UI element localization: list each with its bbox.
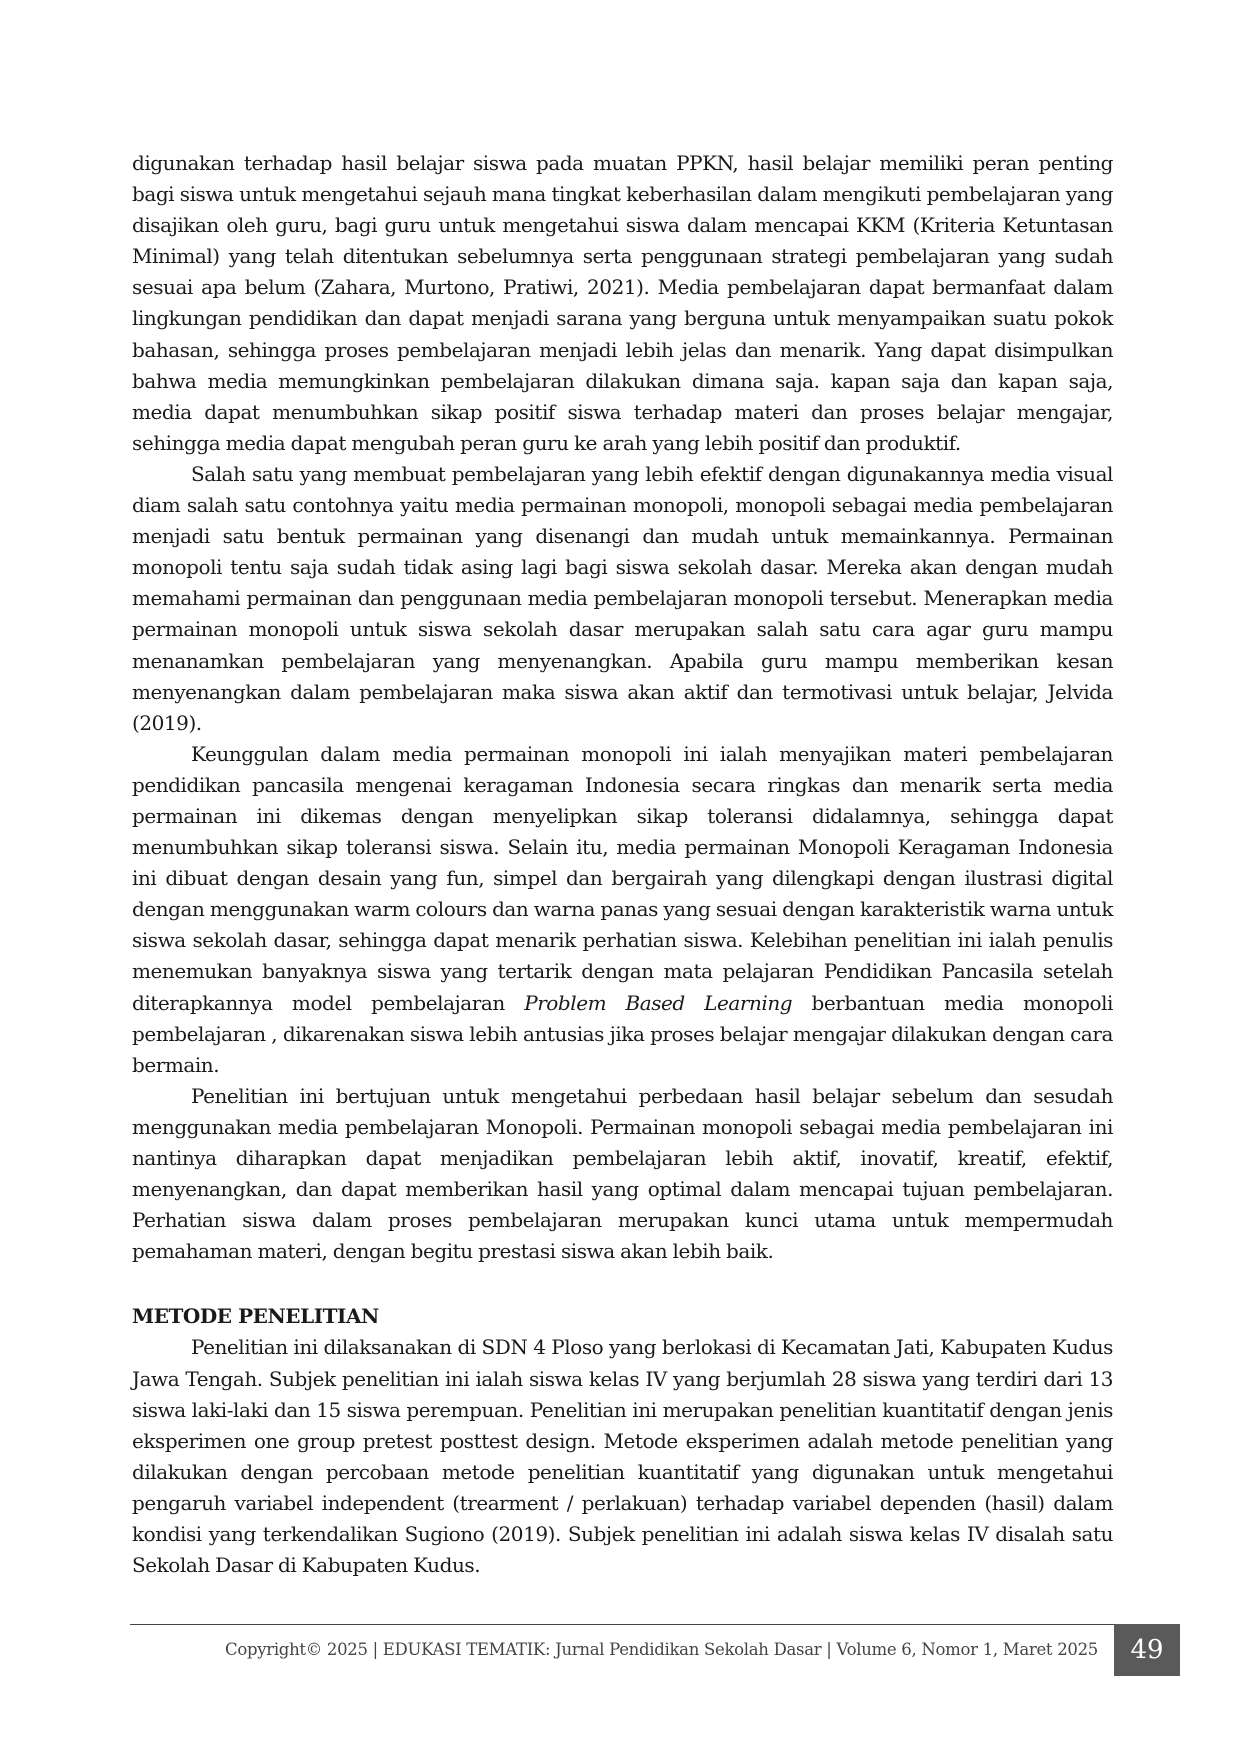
section-heading-metode: METODE PENELITIAN	[132, 1304, 379, 1329]
footer-copyright: Copyright© 2025 | EDUKASI TEMATIK: Jurnal Pendidikan Sekolah Dasar | Volume 6, Nomor 1, Maret 2025	[225, 1640, 1098, 1659]
paragraph-keunggulan	[132, 739, 1113, 1081]
paragraph-keunggulan-text-b: berbantuan media monopoli pembelajaran , dikarenakan siswa lebih antusias jika proses belajar mengajar dilakukan dengan cara bermain.	[132, 990, 1114, 1077]
footer-divider	[130, 1624, 1114, 1625]
article-body	[132, 148, 1113, 1581]
paragraph-monopoli-media: Salah satu yang membuat pembelajaran yang lebih efektif dengan digunakannya media visual diam salah satu contohnya yaitu media permainan monopoli, monopoli sebagai media pembelajaran menjadi satu bentuk permainan yang disenangi dan mudah untuk memainkannya. Permainan monopoli tentu saja sudah tidak asing lagi bagi siswa sekolah dasar. Mereka akan dengan mudah memahami permainan dan penggunaan media pembelajaran monopoli tersebut. Menerapkan media permainan monopoli untuk siswa sekolah dasar merupakan salah satu cara agar guru mampu menanamkan pembelajaran yang menyenangkan. Apabila guru mampu memberikan kesan menyenangkan dalam pembelajaran maka siswa akan aktif dan termotivasi untuk belajar, Jelvida (2019).	[132, 461, 1113, 735]
paragraph-metode: Penelitian ini dilaksanakan di SDN 4 Ploso yang berlokasi di Kecamatan Jati, Kabupaten Kudus Jawa Tengah. Subjek penelitian ini ialah siswa kelas IV yang berjumlah 28 siswa yang terdiri dari 13 siswa laki-laki dan 15 siswa perempuan. Penelitian ini merupakan penelitian kuantitatif dengan jenis eksperimen one group pretest posttest design. Metode eksperimen adalah metode penelitian yang dilakukan dengan percobaan metode penelitian kuantitatif yang digunakan untuk mengetahui pengaruh variabel independent (trearment / perlakuan) terhadap variabel dependen (hasil) dalam kondisi yang terkendalikan Sugiono (2019). Subjek penelitian ini adalah siswa kelas IV disalah satu Sekolah Dasar di Kabupaten Kudus.	[132, 1335, 1113, 1578]
italic-term-pbl: Problem Based Learning	[524, 990, 793, 1015]
page-number-badge: 49	[1114, 1624, 1180, 1676]
paragraph-keunggulan-text-a: Keunggulan dalam media permainan monopoli ini ialah menyajikan materi pembelajaran pendidikan pancasila mengenai keragaman Indonesia secara ringkas dan menarik serta media permainan ini dikemas dengan menyelipkan sikap toleransi didalamnya, sehingga dapat menumbuhkan sikap toleransi siswa. Selain itu, media permainan Monopoli Keragaman Indonesia ini dibuat dengan desain yang fun, simpel dan bergairah yang dilengkapi dengan ilustrasi digital dengan menggunakan warm colours dan warna panas yang sesuai dengan karakteristik warna untuk siswa sekolah dasar, sehingga dapat menarik perhatian siswa. Kelebihan penelitian ini ialah penulis menemukan banyaknya siswa yang tertarik dengan mata pelajaran Pendidikan Pancasila setelah diterapkannya model pembelajaran	[132, 741, 1113, 1015]
paragraph-tujuan: Penelitian ini bertujuan untuk mengetahui perbedaan hasil belajar sebelum dan sesudah menggunakan media pembelajaran Monopoli. Permainan monopoli sebagai media pembelajaran ini nantinya diharapkan dapat menjadikan pembelajaran lebih aktif, inovatif, kreatif, efektif, menyenangkan, dan dapat memberikan hasil yang optimal dalam mencapai tujuan pembelajaran. Perhatian siswa dalam proses pembelajaran merupakan kunci utama untuk mempermudah pemahaman materi, dengan begitu prestasi siswa akan lebih baik.	[132, 1083, 1113, 1264]
paragraph-continued: digunakan terhadap hasil belajar siswa pada muatan PPKN, hasil belajar memiliki peran penting bagi siswa untuk mengetahui sejauh mana tingkat keberhasilan dalam mengikuti pembelajaran yang disajikan oleh guru, bagi guru untuk mengetahui siswa dalam mencapai KKM (Kriteria Ketuntasan Minimal) yang telah ditentukan sebelumnya serta penggunaan strategi pembelajaran yang sudah sesuai apa belum (Zahara, Murtono, Pratiwi, 2021). Media pembelajaran dapat bermanfaat dalam lingkungan pendidikan dan dapat menjadi sarana yang berguna untuk menyampaikan suatu pokok bahasan, sehingga proses pembelajaran menjadi lebih jelas dan menarik. Yang dapat disimpulkan bahwa media memungkinkan pembelajaran dilakukan dimana saja. kapan saja dan kapan saja, media dapat menumbuhkan sikap positif siswa terhadap materi dan proses belajar mengajar, sehingga media dapat mengubah peran guru ke arah yang lebih positif dan produktif.	[132, 151, 1113, 455]
